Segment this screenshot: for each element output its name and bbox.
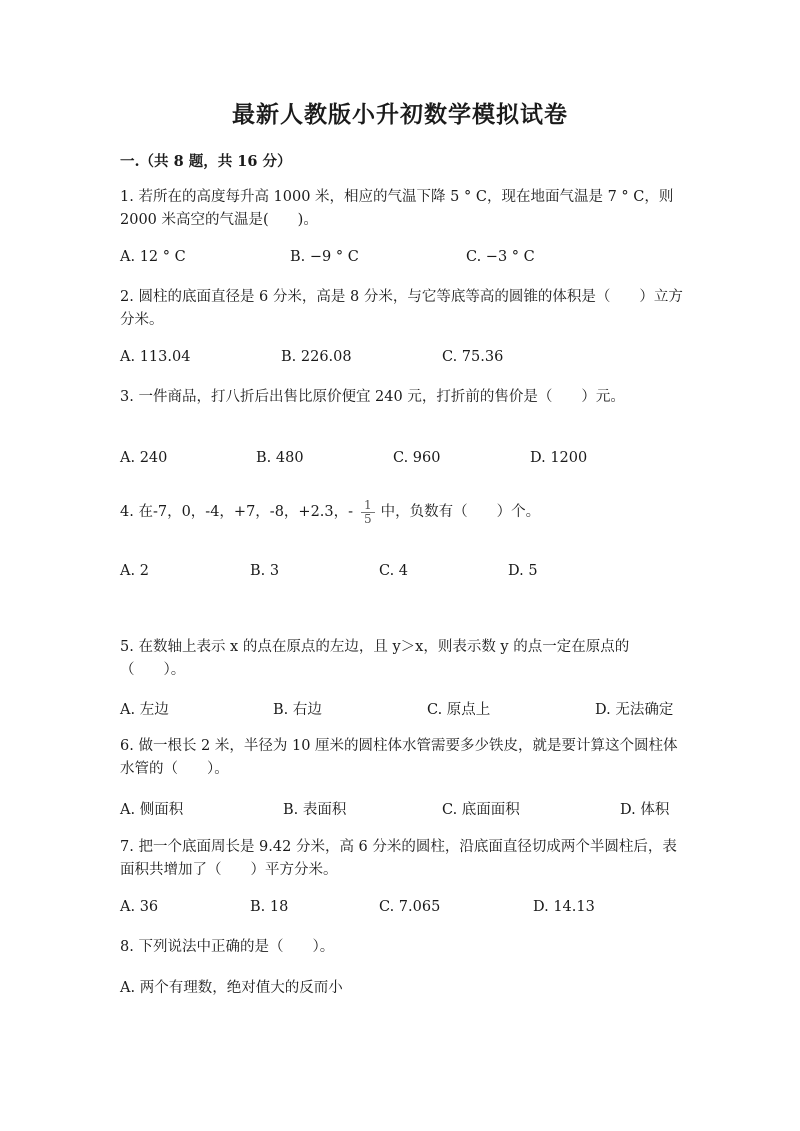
q4-text-after: 中，负数有（ ）个。 [380,504,541,520]
q3-option-d: D. 1200 [530,450,588,466]
q6-option-b: B. 表面积 [283,802,347,818]
q3-option-b: B. 480 [256,450,304,466]
question-2: 2. 圆柱的底面直径是 6 分米，高是 8 分米，与它等底等高的圆锥的体积是（ ）立方分米。 [120,289,683,328]
fraction-numerator: 1 [361,499,375,513]
question-6: 6. 做一根长 2 米，半径为 10 厘米的圆柱体水管需要多少铁皮，就是要计算这个圆柱体水管的（ ）。 [120,738,678,777]
question-7: 7. 把一个底面周长是 9.42 分米，高 6 分米的圆柱，沿底面直径切成两个半圆柱后，表面积共增加了（ ）平方分米。 [120,839,677,878]
q4-option-b: B. 3 [250,563,280,579]
fraction [361,499,375,526]
q6-option-a: A. 侧面积 [120,802,184,818]
q1-option-a: A. 12 ° C [120,249,186,265]
q7-option-a: A. 36 [120,899,159,915]
question-8: 8. 下列说法中正确的是（ ）。 [120,939,335,955]
q6-option-d: D. 体积 [620,802,670,818]
q4-option-d: D. 5 [508,563,538,579]
q2-option-b: B. 226.08 [281,349,352,365]
q3-option-a: A. 240 [120,450,168,466]
q4-text-before: 4. 在-7，0，-4，+7，-8，+2.3，- [120,504,354,520]
question-1: 1. 若所在的高度每升高 1000 米，相应的气温下降 5 ° C，现在地面气温是 7 ° C，则 2000 米高空的气温是( )。 [120,189,674,228]
q1-option-b: B. −9 ° C [290,249,359,265]
q4-option-c: C. 4 [379,563,409,579]
question-5: 5. 在数轴上表示 x 的点在原点的左边，且 y＞x，则表示数 y 的点一定在原点的（ ）。 [120,639,630,678]
q3-option-c: C. 960 [393,450,441,466]
q1-option-c: C. −3 ° C [466,249,535,265]
question-3: 3. 一件商品，打八折后出售比原价便宜 240 元，打折前的售价是（ ）元。 [120,389,625,405]
q5-option-d: D. 无法确定 [595,702,674,718]
q5-option-a: A. 左边 [120,702,169,718]
page-title: 最新人教版小升初数学模拟试卷 [232,101,568,128]
q2-option-c: C. 75.36 [442,349,504,365]
q7-option-b: B. 18 [250,899,289,915]
q7-option-d: D. 14.13 [533,899,595,915]
q4-option-a: A. 2 [120,563,149,579]
q5-option-c: C. 原点上 [427,702,491,718]
q5-option-b: B. 右边 [273,702,322,718]
q7-option-c: C. 7.065 [379,899,441,915]
q8-option-a: A. 两个有理数，绝对值大的反而小 [120,980,343,996]
q6-option-c: C. 底面面积 [442,802,520,818]
section-heading: 一.（共 8 题，共 16 分） [120,153,292,170]
question-4 [120,496,685,528]
q2-option-a: A. 113.04 [120,349,191,365]
fraction-denominator: 5 [364,511,372,526]
